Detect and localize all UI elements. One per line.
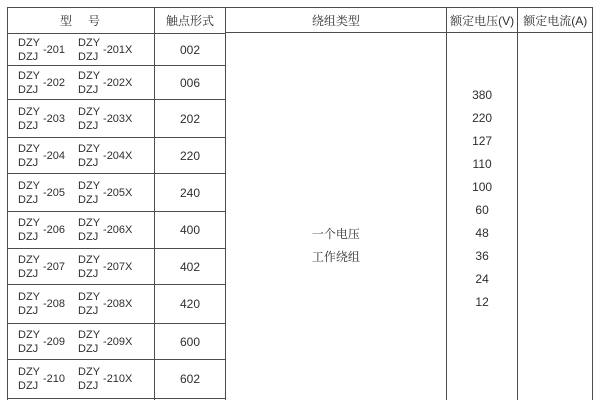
- model-brand-stack: [78, 253, 100, 281]
- model-base-suffix: -203: [43, 112, 66, 125]
- winding-type-line: 一个电压: [311, 227, 360, 241]
- model-variant-suffix: -201X: [103, 43, 133, 56]
- model-brand-stack: [78, 105, 100, 133]
- model-cell: [8, 360, 154, 398]
- model-base: [18, 105, 65, 133]
- column-rated-current: [517, 8, 592, 400]
- model-cell: [8, 285, 154, 323]
- model-cell: [8, 66, 154, 99]
- model-variant: [78, 179, 132, 207]
- model-brand-stack: [18, 142, 40, 170]
- model-brand-stack: [18, 216, 40, 244]
- model-brand-bottom: DZJ: [78, 342, 99, 355]
- table-row: [8, 173, 225, 211]
- model-base: [18, 36, 65, 64]
- model-brand-bottom: DZJ: [18, 267, 39, 280]
- winding-type-cell: [226, 33, 446, 400]
- model-brand-bottom: DZJ: [18, 193, 39, 206]
- table-row: [8, 248, 225, 284]
- table-row: [8, 137, 225, 173]
- model-variant: [78, 216, 132, 244]
- model-base: [18, 142, 65, 170]
- model-brand-stack: [78, 290, 100, 318]
- contact-form-cell: 420: [154, 285, 225, 323]
- model-brand-bottom: DZJ: [78, 119, 99, 132]
- contact-form-cell: 006: [154, 66, 225, 99]
- model-variant-suffix: -202X: [103, 76, 133, 89]
- model-variant-suffix: -209X: [103, 335, 133, 348]
- contact-form-cell: 240: [154, 174, 225, 211]
- model-cell: [8, 174, 154, 211]
- model-brand-stack: [18, 179, 40, 207]
- model-brand-bottom: DZJ: [78, 380, 99, 392]
- contact-form-cell: 402: [154, 249, 225, 284]
- model-base-suffix: -204: [43, 149, 66, 162]
- table-row: [8, 211, 225, 248]
- voltage-value: 36: [475, 249, 489, 263]
- voltage-value: 48: [475, 226, 489, 240]
- model-base: [18, 216, 65, 244]
- winding-type-line: 工作绕组: [311, 250, 360, 264]
- rated-voltage-cell: [447, 33, 518, 400]
- model-variant-suffix: -204X: [103, 149, 133, 162]
- model-brand-top: DZY: [78, 69, 101, 82]
- model-brand-bottom: DZJ: [78, 83, 99, 96]
- model-variant-suffix: -210X: [103, 373, 133, 385]
- model-brand-top: DZY: [18, 328, 40, 341]
- contact-form-cell: 202: [154, 100, 225, 137]
- model-brand-stack: [78, 69, 100, 97]
- model-brand-top: DZY: [18, 179, 40, 192]
- model-base-suffix: -207: [43, 260, 66, 273]
- model-brand-bottom: DZJ: [78, 50, 99, 63]
- header-winding-type: 绕组类型: [226, 8, 446, 33]
- model-brand-top: DZY: [78, 179, 101, 192]
- model-base-suffix: -202: [43, 76, 66, 89]
- model-brand-stack: [78, 142, 100, 170]
- model-contact-section: [8, 8, 225, 400]
- model-brand-stack: [78, 328, 100, 356]
- model-brand-bottom: DZJ: [78, 193, 99, 206]
- model-brand-top: DZY: [78, 253, 101, 266]
- model-cell: [8, 138, 154, 173]
- model-brand-stack: [18, 69, 40, 97]
- table-row: [8, 65, 225, 99]
- table-body: [8, 33, 225, 400]
- model-base-suffix: -201: [43, 43, 66, 56]
- model-brand-top: DZY: [78, 217, 101, 229]
- model-brand-bottom: DZJ: [18, 342, 39, 355]
- model-variant: [78, 290, 132, 318]
- model-variant: [78, 36, 132, 64]
- model-base-suffix: -210: [43, 373, 66, 385]
- model-variant-suffix: -205X: [103, 186, 133, 199]
- model-base-suffix: -205: [43, 186, 66, 199]
- model-variant: [78, 69, 132, 97]
- model-brand-stack: [78, 216, 100, 244]
- model-cell: [8, 212, 154, 248]
- header-rated-voltage: 额定电压(V): [447, 8, 518, 33]
- relay-spec-table: [7, 7, 593, 400]
- model-brand-top: DZY: [18, 142, 40, 155]
- contact-form-cell: 002: [154, 34, 225, 65]
- model-cell: [8, 100, 154, 137]
- model-base-suffix: -209: [43, 335, 66, 348]
- model-brand-top: DZY: [18, 36, 40, 49]
- model-cell: [8, 249, 154, 284]
- model-brand-bottom: DZJ: [18, 156, 39, 169]
- contact-form-cell: 400: [154, 212, 225, 248]
- model-variant: [78, 105, 132, 133]
- model-base: [18, 179, 65, 207]
- contact-form-cell: 602: [154, 360, 225, 398]
- model-brand-stack: [78, 179, 100, 207]
- model-brand-bottom: DZJ: [78, 156, 99, 169]
- model-brand-top: DZY: [78, 328, 101, 341]
- model-brand-top: DZY: [78, 291, 101, 303]
- table-row: [8, 284, 225, 323]
- model-variant-suffix: -208X: [103, 298, 133, 310]
- header-rated-current: 额定电流(A): [518, 8, 592, 33]
- voltage-value: 110: [472, 157, 492, 171]
- model-cell: [8, 34, 154, 65]
- model-variant: [78, 142, 132, 170]
- model-brand-top: DZY: [18, 105, 40, 118]
- table-row: [8, 323, 225, 359]
- model-brand-stack: [18, 253, 40, 281]
- contact-form-cell: 220: [154, 138, 225, 173]
- voltage-value: 12: [475, 295, 489, 309]
- model-brand-bottom: DZJ: [78, 267, 99, 280]
- voltage-value: 60: [475, 203, 489, 217]
- model-variant-suffix: -203X: [103, 112, 133, 125]
- model-brand-top: DZY: [18, 366, 40, 378]
- model-brand-stack: [78, 36, 100, 64]
- model-base-suffix: -208: [43, 298, 66, 310]
- voltage-value: 127: [472, 134, 493, 148]
- model-brand-top: DZY: [78, 36, 101, 49]
- model-variant: [78, 328, 132, 356]
- model-brand-bottom: DZJ: [18, 83, 39, 96]
- model-brand-top: DZY: [18, 69, 40, 82]
- model-variant: [78, 365, 132, 393]
- model-brand-stack: [18, 105, 40, 133]
- column-winding-type: [225, 8, 446, 400]
- header-contact-form: 触点形式: [154, 8, 225, 33]
- table-row: [8, 33, 225, 65]
- voltage-value: 24: [475, 272, 489, 286]
- model-brand-top: DZY: [78, 366, 101, 378]
- voltage-value: 380: [472, 88, 493, 102]
- model-base: [18, 69, 65, 97]
- model-brand-bottom: DZJ: [18, 305, 39, 317]
- contact-form-cell: 600: [154, 324, 225, 359]
- model-brand-top: DZY: [18, 217, 40, 229]
- model-base: [18, 253, 65, 281]
- header-model: 型 号: [59, 14, 102, 28]
- model-brand-stack: [18, 36, 40, 64]
- model-base: [18, 290, 65, 318]
- model-brand-top: DZY: [18, 291, 40, 303]
- table-header-row: [8, 8, 225, 33]
- model-brand-bottom: DZJ: [78, 231, 99, 243]
- model-base: [18, 328, 65, 356]
- column-rated-voltage: [446, 8, 518, 400]
- model-brand-bottom: DZJ: [18, 119, 39, 132]
- voltage-value: 100: [472, 180, 493, 194]
- model-brand-bottom: DZJ: [78, 305, 99, 317]
- model-brand-top: DZY: [18, 253, 40, 266]
- model-brand-bottom: DZJ: [18, 50, 39, 63]
- model-brand-stack: [18, 290, 40, 318]
- model-brand-bottom: DZJ: [18, 380, 39, 392]
- model-base-suffix: -206: [43, 224, 66, 236]
- model-brand-top: DZY: [78, 105, 101, 118]
- model-variant: [78, 253, 132, 281]
- model-cell: [8, 324, 154, 359]
- model-variant-suffix: -206X: [103, 224, 133, 236]
- table-row: [8, 99, 225, 137]
- model-brand-stack: [18, 328, 40, 356]
- voltage-value: 220: [472, 111, 493, 125]
- rated-current-cell: [518, 33, 592, 400]
- model-base: [18, 365, 65, 393]
- model-brand-bottom: DZJ: [18, 231, 39, 243]
- model-brand-stack: [18, 365, 40, 393]
- model-brand-stack: [78, 365, 100, 393]
- model-variant-suffix: -207X: [103, 260, 133, 273]
- table-row: [8, 359, 225, 398]
- model-brand-top: DZY: [78, 142, 101, 155]
